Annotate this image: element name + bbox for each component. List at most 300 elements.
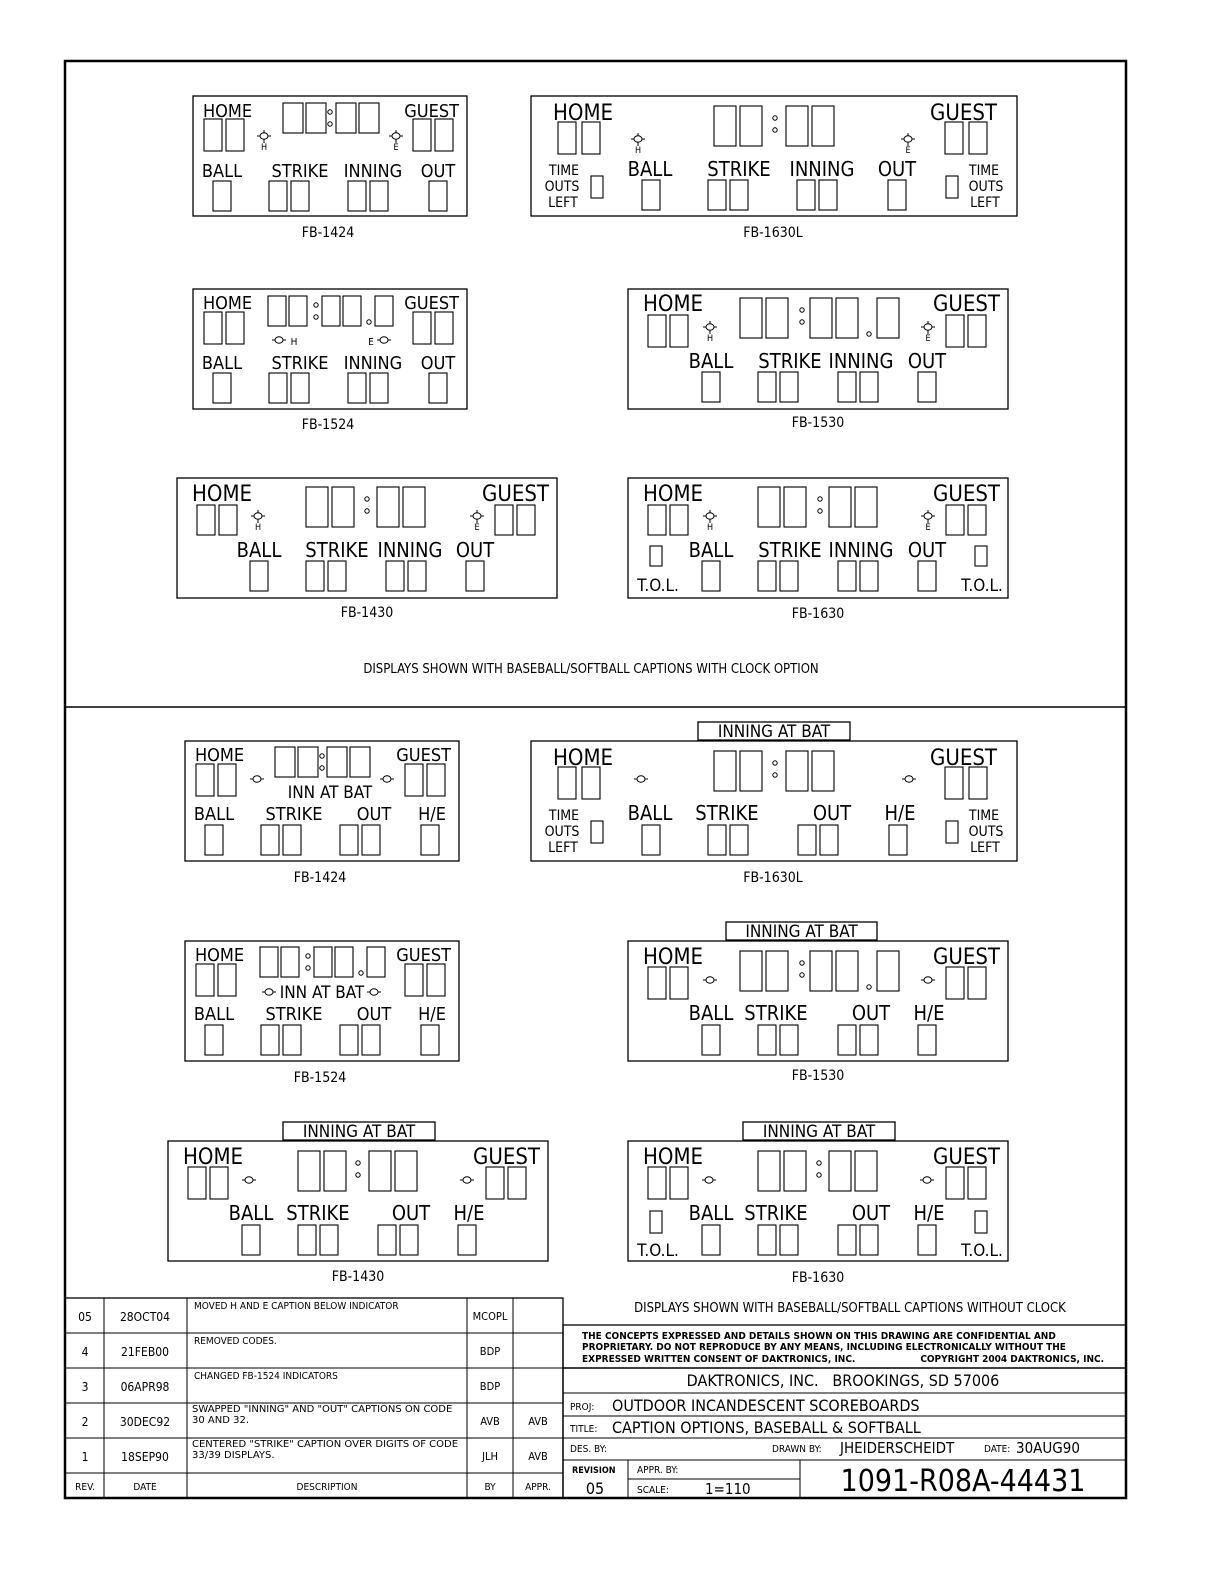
out-caption: OUT xyxy=(812,801,852,825)
digit-cell xyxy=(403,487,425,527)
lamp-bulb xyxy=(370,989,378,995)
digit-cell xyxy=(378,1225,396,1255)
e-caption: E xyxy=(925,334,931,344)
digit-cell xyxy=(218,964,236,996)
digit-cell xyxy=(702,561,720,591)
digit-cell xyxy=(888,180,906,210)
digit-cell xyxy=(855,1151,877,1191)
scale-value: 1=110 xyxy=(705,1480,751,1498)
description-cell: SWAPPED "INNING" AND "OUT" CAPTIONS ON CODE 30 AND 32. xyxy=(192,1404,453,1426)
possession-indicator-icon xyxy=(389,130,403,143)
tol-caption: T.O.L. xyxy=(961,576,1003,596)
home-caption: HOME xyxy=(195,945,245,966)
guest-caption: GUEST xyxy=(396,945,451,966)
colon-dot xyxy=(773,761,777,765)
left-caption: LEFT xyxy=(970,840,1000,856)
time-caption: TIME xyxy=(968,808,1000,824)
digit-cell xyxy=(975,546,987,566)
digit-cell xyxy=(327,747,347,777)
revision-number: 05 xyxy=(585,1479,605,1498)
digit-cell xyxy=(968,315,986,347)
possession-indicator-icon xyxy=(460,1177,474,1183)
possession-indicator-icon xyxy=(272,337,286,343)
digit-cell xyxy=(213,181,231,211)
time-caption: TIME xyxy=(548,808,580,824)
digit-cell xyxy=(359,103,379,133)
home-caption: HOME xyxy=(203,293,253,314)
digit-cell xyxy=(322,296,340,326)
revision-table xyxy=(65,1298,563,1498)
digit-cell xyxy=(205,825,223,855)
possession-indicator-icon xyxy=(634,776,648,782)
colon-dot xyxy=(320,754,324,758)
colon-dot xyxy=(365,497,369,501)
decimal-dot xyxy=(867,332,871,336)
inn-at-bat-caption: INN AT BAT xyxy=(287,783,373,803)
digit-cell xyxy=(946,315,964,347)
model-label: FB-1530 xyxy=(791,415,845,431)
digit-cell xyxy=(969,122,987,154)
outs-caption: OUTS xyxy=(544,824,580,840)
inning-at-bat-caption: INNING AT BAT xyxy=(717,722,831,742)
outs-caption: OUTS xyxy=(544,179,580,195)
tol-caption: T.O.L. xyxy=(637,1241,679,1261)
board-fb-1424-no-clock xyxy=(185,741,459,861)
strike-caption: STRIKE xyxy=(265,804,323,825)
out-caption: OUT xyxy=(851,1001,891,1025)
strike-caption: STRIKE xyxy=(744,1001,808,1025)
digit-cell xyxy=(670,1167,688,1199)
possession-indicator-icon xyxy=(380,776,394,782)
digit-cell xyxy=(375,296,393,326)
digit-cell xyxy=(648,505,666,535)
possession-indicator-icon xyxy=(901,133,915,146)
digit-cell xyxy=(820,825,838,855)
digit-cell xyxy=(838,1025,856,1055)
scale-label: SCALE: xyxy=(637,1485,669,1496)
digit-cell xyxy=(877,298,899,338)
digit-cell xyxy=(714,751,736,791)
rev-cell: 05 xyxy=(78,1310,92,1324)
he-caption: H/E xyxy=(418,804,446,825)
lamp-bulb xyxy=(254,513,262,519)
digit-cell xyxy=(196,764,214,796)
possession-indicator-icon xyxy=(631,133,645,146)
digit-cell xyxy=(758,1025,776,1055)
outs-caption: OUTS xyxy=(968,179,1004,195)
digit-cell xyxy=(642,825,660,855)
digit-cell xyxy=(836,951,858,991)
by-cell: MCOPL xyxy=(472,1310,508,1323)
colon-dot xyxy=(320,766,324,770)
digit-cell xyxy=(889,825,907,855)
digit-cell xyxy=(946,1167,964,1199)
out-caption: OUT xyxy=(455,538,495,562)
lamp-bulb xyxy=(924,324,932,330)
strike-caption: STRIKE xyxy=(744,1201,808,1225)
by-cell: JLH xyxy=(482,1450,498,1463)
guest-caption: GUEST xyxy=(930,101,997,126)
digit-cell xyxy=(758,487,780,527)
digit-cell xyxy=(740,951,762,991)
digit-cell xyxy=(298,1225,316,1255)
out-caption: OUT xyxy=(356,1004,392,1025)
strike-caption: STRIKE xyxy=(707,157,771,181)
he-caption: H/E xyxy=(884,801,916,825)
digit-cell xyxy=(400,1225,418,1255)
rev-cell: 2 xyxy=(81,1415,89,1429)
ball-caption: BALL xyxy=(688,349,734,373)
drawn-by-label: DRAWN BY: xyxy=(772,1444,822,1455)
inning-caption: INNING xyxy=(828,349,894,373)
digit-cell xyxy=(860,1025,878,1055)
home-caption: HOME xyxy=(643,292,704,317)
inning-at-bat-caption: INNING AT BAT xyxy=(762,1122,876,1142)
digit-cell xyxy=(829,1151,851,1191)
lamp-bulb xyxy=(260,133,268,139)
home-caption: HOME xyxy=(643,1145,704,1170)
ball-caption: BALL xyxy=(688,1001,734,1025)
confidential-notice-line3: EXPRESSED WRITTEN CONSENT OF DAKTRONICS, INC. xyxy=(582,1354,856,1365)
digit-cell xyxy=(204,119,222,151)
digit-cell xyxy=(268,296,286,326)
digit-cell xyxy=(838,1225,856,1255)
description-header: DESCRIPTION xyxy=(296,1482,358,1493)
digit-cell xyxy=(213,373,231,403)
lamp-bulb xyxy=(904,136,912,142)
digit-cell xyxy=(946,821,958,843)
digit-cell xyxy=(946,967,964,999)
h-caption: H xyxy=(706,523,714,533)
possession-indicator-icon xyxy=(250,776,264,782)
digit-cell xyxy=(812,106,834,146)
decimal-dot xyxy=(367,320,371,324)
home-caption: HOME xyxy=(643,945,704,970)
strike-caption: STRIKE xyxy=(271,161,329,182)
digit-cell xyxy=(458,1225,476,1255)
guest-caption: GUEST xyxy=(404,293,459,314)
ball-caption: BALL xyxy=(688,1201,734,1225)
digit-cell xyxy=(283,825,301,855)
digit-cell xyxy=(582,767,600,799)
digit-cell xyxy=(367,947,385,977)
by-header: BY xyxy=(484,1482,496,1493)
board-fb-1524-clock xyxy=(193,289,467,409)
digit-cell xyxy=(269,181,287,211)
board-fb-1530-no-clock xyxy=(628,922,1008,1061)
digit-cell xyxy=(427,764,445,796)
strike-caption: STRIKE xyxy=(305,538,369,562)
possession-indicator-icon xyxy=(470,510,484,523)
colon-dot xyxy=(365,509,369,513)
digit-cell xyxy=(348,181,366,211)
lamp-bulb xyxy=(380,337,388,343)
digit-cell xyxy=(702,1025,720,1055)
with-clock-caption: DISPLAYS SHOWN WITH BASEBALL/SOFTBALL CAPTIONS WITH CLOCK OPTION xyxy=(363,662,819,677)
time-caption: TIME xyxy=(968,163,1000,179)
drawing-number: 1091-R08A-44431 xyxy=(840,1464,1086,1499)
digit-cell xyxy=(306,103,326,133)
possession-indicator-icon xyxy=(257,130,271,143)
digit-cell xyxy=(386,561,404,591)
digit-cell xyxy=(289,296,307,326)
out-caption: OUT xyxy=(420,161,456,182)
board-fb-1524-no-clock xyxy=(185,941,459,1061)
lamp-bulb xyxy=(463,1177,471,1183)
board-fb-1630-no-clock xyxy=(628,1122,1008,1261)
possession-indicator-icon xyxy=(921,977,935,983)
digit-cell xyxy=(650,1211,662,1233)
digit-cell xyxy=(369,1151,391,1191)
digit-cell xyxy=(314,947,332,977)
digit-cell xyxy=(877,951,899,991)
digit-cell xyxy=(968,1167,986,1199)
digit-cell xyxy=(405,964,423,996)
tol-caption: T.O.L. xyxy=(637,576,679,596)
digit-cell xyxy=(648,315,666,347)
guest-caption: GUEST xyxy=(473,1145,540,1170)
digit-cell xyxy=(780,372,798,402)
digit-cell xyxy=(413,119,431,151)
digit-cell xyxy=(670,967,688,999)
digit-cell xyxy=(196,964,214,996)
digit-cell xyxy=(340,825,358,855)
guest-caption: GUEST xyxy=(933,292,1000,317)
digit-cell xyxy=(226,312,244,344)
tol-caption: T.O.L. xyxy=(961,1241,1003,1261)
company-name: DAKTRONICS, INC. BROOKINGS, SD 57006 xyxy=(686,1371,1000,1390)
model-label: FB-1524 xyxy=(301,417,355,433)
ball-caption: BALL xyxy=(201,353,243,374)
board-fb-1430-clock xyxy=(177,478,557,598)
left-caption: LEFT xyxy=(548,195,578,211)
out-caption: OUT xyxy=(877,157,917,181)
digit-cell xyxy=(377,487,399,527)
digit-cell xyxy=(204,312,222,344)
h-caption: H xyxy=(290,337,298,348)
digit-cell xyxy=(466,561,484,591)
colon-dot xyxy=(800,973,804,977)
lamp-bulb xyxy=(383,776,391,782)
he-caption: H/E xyxy=(453,1201,485,1225)
digit-cell xyxy=(250,561,268,591)
by-cell: AVB xyxy=(480,1415,500,1428)
digit-cell xyxy=(508,1167,526,1199)
rev-cell: 4 xyxy=(81,1345,89,1359)
date-header: DATE xyxy=(133,1482,157,1493)
lamp-bulb xyxy=(265,989,273,995)
colon-dot xyxy=(314,315,318,319)
digit-cell xyxy=(648,1167,666,1199)
revision-label: REVISION xyxy=(572,1466,616,1476)
out-caption: OUT xyxy=(851,1201,891,1225)
outs-caption: OUTS xyxy=(968,824,1004,840)
strike-caption: STRIKE xyxy=(758,538,822,562)
digit-cell xyxy=(968,505,986,535)
inning-caption: INNING xyxy=(343,353,403,374)
digit-cell xyxy=(918,1025,936,1055)
digit-cell xyxy=(946,505,964,535)
possession-indicator-icon xyxy=(377,337,391,343)
digit-cell xyxy=(260,947,278,977)
digit-cell xyxy=(558,122,576,154)
model-label: FB-1424 xyxy=(293,870,347,886)
digit-cell xyxy=(945,767,963,799)
digit-cell xyxy=(219,505,237,535)
digit-cell xyxy=(838,372,856,402)
board-fb-1630l-clock xyxy=(531,96,1017,216)
digit-cell xyxy=(918,1225,936,1255)
scoreboard-diagrams xyxy=(168,96,1017,1286)
colon-dot xyxy=(356,1161,360,1165)
guest-caption: GUEST xyxy=(933,945,1000,970)
out-caption: OUT xyxy=(907,538,947,562)
appr-cell: AVB xyxy=(528,1450,548,1463)
lamp-bulb xyxy=(706,513,714,519)
digit-cell xyxy=(350,747,370,777)
possession-indicator-icon xyxy=(242,1177,256,1183)
ball-caption: BALL xyxy=(627,801,673,825)
digit-cell xyxy=(558,767,576,799)
confidential-notice-line2: PROPRIETARY. DO NOT REPRODUCE BY ANY MEANS, INCLUDING ELECTRONICALLY WITHOUT THE xyxy=(582,1342,1066,1353)
digit-cell xyxy=(860,561,878,591)
board-fb-1424-clock xyxy=(193,96,467,216)
drawing-date: 30AUG90 xyxy=(1016,1439,1080,1457)
digit-cell xyxy=(408,561,426,591)
lamp-bulb xyxy=(924,977,932,983)
digit-cell xyxy=(306,561,324,591)
appr-by-label: APPR. BY: xyxy=(637,1465,679,1476)
digit-cell xyxy=(421,1025,439,1055)
model-label: FB-1530 xyxy=(791,1068,845,1084)
board-fb-1630-clock xyxy=(628,478,1008,598)
possession-indicator-icon xyxy=(702,1177,716,1183)
guest-caption: GUEST xyxy=(930,746,997,771)
out-caption: OUT xyxy=(356,804,392,825)
ball-caption: BALL xyxy=(193,1004,235,1025)
he-caption: H/E xyxy=(913,1201,945,1225)
digit-cell xyxy=(405,764,423,796)
out-caption: OUT xyxy=(907,349,947,373)
lamp-bulb xyxy=(905,776,913,782)
digit-cell xyxy=(766,951,788,991)
colon-dot xyxy=(817,1173,821,1177)
digit-cell xyxy=(298,747,318,777)
colon-dot xyxy=(818,497,822,501)
digit-cell xyxy=(855,487,877,527)
digit-cell xyxy=(702,1225,720,1255)
digit-cell xyxy=(969,767,987,799)
rev-header: REV. xyxy=(75,1482,95,1493)
inning-caption: INNING xyxy=(343,161,403,182)
digit-cell xyxy=(291,373,309,403)
ball-caption: BALL xyxy=(228,1201,274,1225)
model-label: FB-1630L xyxy=(743,870,803,886)
digit-cell xyxy=(836,298,858,338)
digit-cell xyxy=(670,315,688,347)
possession-indicator-icon xyxy=(367,989,381,995)
colon-dot xyxy=(773,128,777,132)
home-caption: HOME xyxy=(553,746,614,771)
home-caption: HOME xyxy=(553,101,614,126)
home-caption: HOME xyxy=(203,101,253,122)
lamp-bulb xyxy=(473,513,481,519)
digit-cell xyxy=(362,825,380,855)
digit-cell xyxy=(780,1225,798,1255)
digit-cell xyxy=(335,947,353,977)
digit-cell xyxy=(714,106,736,146)
time-caption: TIME xyxy=(548,163,580,179)
rev-cell: 1 xyxy=(81,1450,89,1464)
lamp-bulb xyxy=(634,136,642,142)
decimal-dot xyxy=(359,971,363,975)
drawn-by: JHEIDERSCHEIDT xyxy=(840,1439,955,1457)
digit-cell xyxy=(591,176,603,198)
digit-cell xyxy=(740,298,762,338)
inning-caption: INNING xyxy=(789,157,855,181)
digit-cell xyxy=(702,372,720,402)
inning-at-bat-caption: INNING AT BAT xyxy=(302,1122,416,1142)
lamp-bulb xyxy=(245,1177,253,1183)
colon-dot xyxy=(817,1161,821,1165)
colon-dot xyxy=(328,122,332,126)
description-cell: CENTERED "STRIKE" CAPTION OVER DIGITS OF CODE 33/39 DISPLAYS. xyxy=(192,1439,459,1461)
des-by-label: DES. BY: xyxy=(570,1444,607,1455)
colon-dot xyxy=(818,509,822,513)
guest-caption: GUEST xyxy=(396,745,451,766)
by-cell: BDP xyxy=(479,1345,501,1358)
digit-cell xyxy=(210,1167,228,1199)
digit-cell xyxy=(370,373,388,403)
digit-cell xyxy=(860,372,878,402)
model-label: FB-1430 xyxy=(340,605,394,621)
description-cell: REMOVED CODES. xyxy=(194,1336,277,1347)
h-caption: H xyxy=(254,523,262,533)
digit-cell xyxy=(324,1151,346,1191)
digit-cell xyxy=(786,751,808,791)
lamp-bulb xyxy=(275,337,283,343)
lamp-bulb xyxy=(392,133,400,139)
digit-cell xyxy=(205,1025,223,1055)
home-caption: HOME xyxy=(195,745,245,766)
digit-cell xyxy=(708,180,726,210)
digit-cell xyxy=(786,106,808,146)
colon-dot xyxy=(800,961,804,965)
digit-cell xyxy=(218,764,236,796)
title-label: TITLE: xyxy=(570,1424,598,1435)
digit-cell xyxy=(918,561,936,591)
digit-cell xyxy=(427,964,445,996)
colon-dot xyxy=(773,773,777,777)
proj-label: PROJ: xyxy=(570,1402,595,1413)
digit-cell xyxy=(740,751,762,791)
digit-cell xyxy=(395,1151,417,1191)
digit-cell xyxy=(975,1211,987,1233)
digit-cell xyxy=(261,1025,279,1055)
date-label: DATE: xyxy=(984,1444,1011,1455)
colon-dot xyxy=(306,954,310,958)
digit-cell xyxy=(429,373,447,403)
digit-cell xyxy=(766,298,788,338)
home-caption: HOME xyxy=(192,482,253,507)
inning-caption: INNING xyxy=(828,538,894,562)
colon-dot xyxy=(800,308,804,312)
digit-cell xyxy=(642,180,660,210)
digit-cell xyxy=(797,180,815,210)
guest-caption: GUEST xyxy=(933,1145,1000,1170)
possession-indicator-icon xyxy=(921,510,935,523)
left-caption: LEFT xyxy=(548,840,578,856)
